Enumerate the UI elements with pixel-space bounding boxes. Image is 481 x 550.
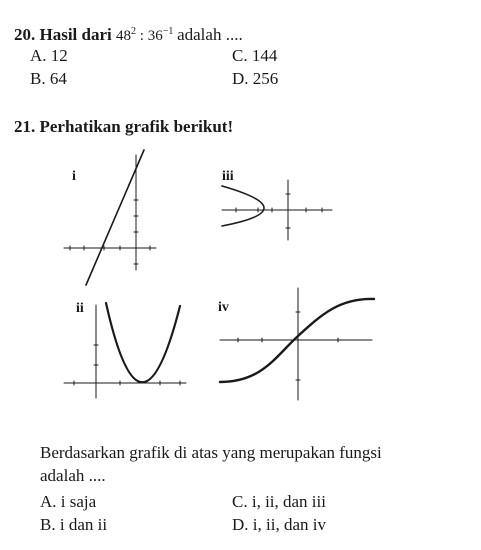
q20-base1: 48 [116, 28, 132, 44]
graph-i-label: i [72, 169, 76, 184]
graph-i [64, 150, 156, 285]
q21-option-b[interactable] [40, 515, 107, 535]
graph-ii-label: ii [76, 301, 84, 316]
option-text: 12 [50, 46, 68, 65]
option-text: i saja [60, 492, 97, 511]
q21-prompt: 21. Perhatikan grafik berikut! [14, 117, 234, 136]
q20-suffix: adalah .... [177, 25, 243, 44]
q20-exp2: −1 [162, 26, 174, 37]
q20-exp1: 2 [131, 26, 137, 37]
option-letter: B. [30, 69, 46, 88]
q21-option-c[interactable] [232, 492, 326, 512]
graph-ii-ticks [74, 345, 180, 385]
graph-i-curve [86, 150, 144, 285]
option-letter: C. [232, 492, 248, 511]
option-letter: B. [40, 515, 56, 534]
q21-option-d[interactable] [232, 515, 326, 535]
graph-iii-ticks [236, 194, 322, 228]
q21-question-line2: adalah .... [40, 466, 106, 485]
option-text: 256 [252, 69, 279, 88]
option-letter: A. [40, 492, 57, 511]
option-letter: D. [232, 515, 249, 534]
option-text: i, ii, dan iv [252, 515, 326, 534]
graph-iii [222, 180, 332, 240]
q21-question-line1: Berdasarkan grafik di atas yang merupakan fungsi [40, 443, 382, 462]
option-text: 64 [49, 69, 67, 88]
option-text: i, ii, dan iii [251, 492, 326, 511]
graph-iv [220, 288, 374, 400]
graph-ii [64, 303, 186, 398]
graph-iv-label: iv [218, 300, 229, 315]
option-letter: C. [232, 46, 248, 65]
graph-i-ticks [70, 200, 150, 264]
graph-iii-curve [222, 186, 264, 226]
q20-base2: 36 [147, 28, 163, 44]
option-letter: A. [30, 46, 47, 65]
option-letter: D. [232, 69, 249, 88]
option-text: 144 [251, 46, 278, 65]
option-text: i dan ii [59, 515, 108, 534]
q20-prefix: 20. Hasil dari [14, 25, 112, 44]
graph-iii-label: iii [222, 169, 234, 184]
q21-option-a[interactable] [40, 492, 96, 512]
graph-ii-curve [106, 303, 180, 382]
q20-operator: : [139, 28, 144, 44]
